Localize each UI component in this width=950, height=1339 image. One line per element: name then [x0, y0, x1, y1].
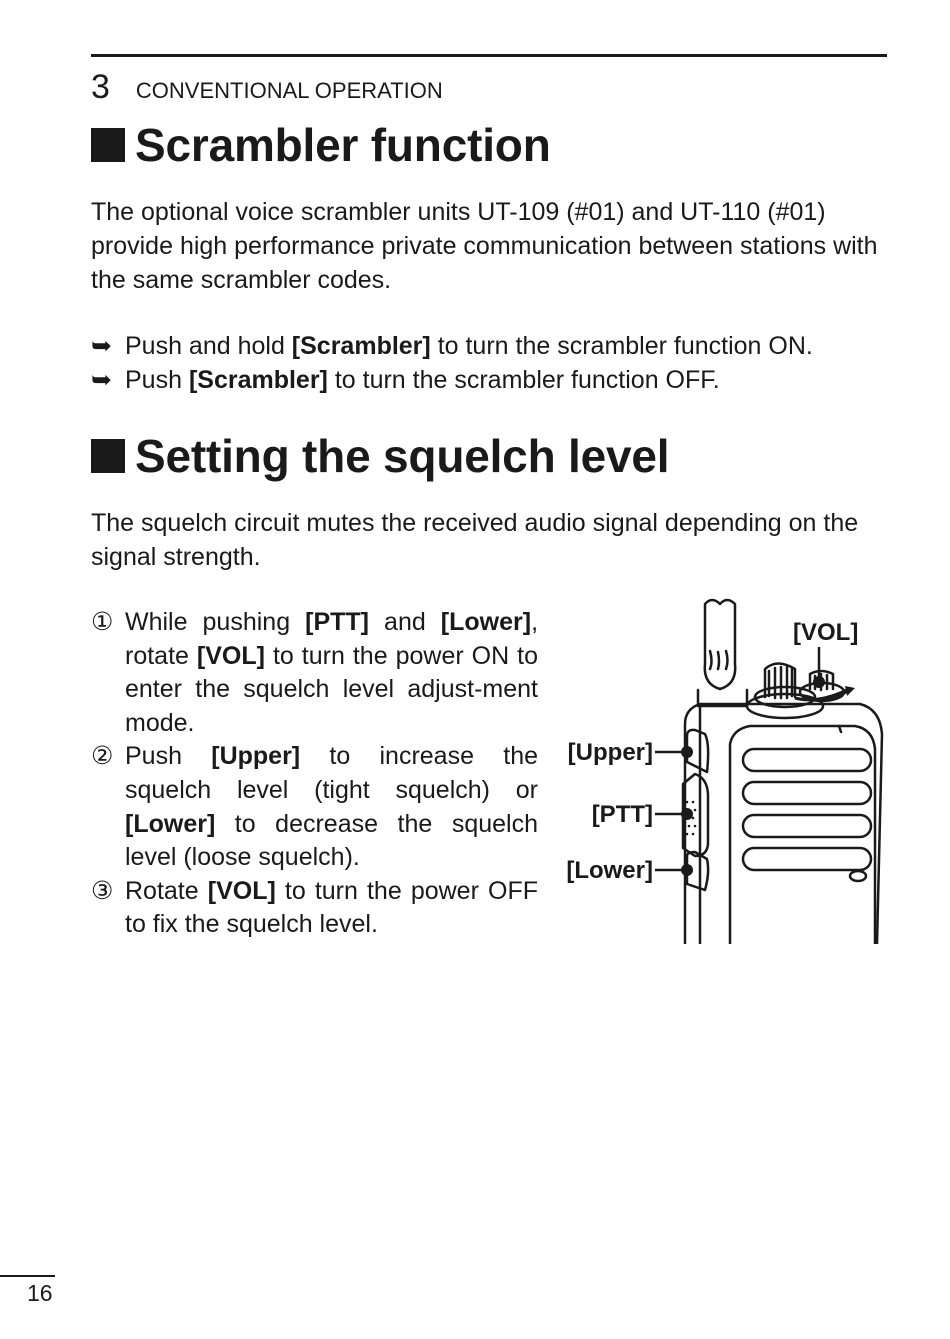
top-rule — [91, 54, 887, 57]
page-number: 16 — [27, 1280, 53, 1306]
arrow-icon: ➥ — [91, 332, 112, 360]
step-text: Rotate [VOL] to turn the power OFF to fix the squelch level. — [125, 876, 538, 939]
vol-label: [VOL] — [793, 619, 859, 646]
squelch-steps — [91, 606, 538, 942]
bullet-text: Push and hold [Scrambler] to turn the scrambler function ON. — [125, 332, 813, 360]
step-number: ② — [91, 742, 114, 771]
ptt-label: [PTT] — [591, 801, 653, 828]
arrow-icon: ➥ — [91, 366, 112, 394]
speaker-slot — [743, 815, 871, 837]
square-bullet-icon — [91, 128, 125, 162]
squelch-heading — [91, 429, 669, 483]
step-text: While pushing [PTT] and [Lower], rotate [VOL] to turn the power ON to enter the squelch level adjust-ment mode. — [125, 608, 539, 737]
bullet-text: Push [Scrambler] to turn the scrambler function OFF. — [125, 366, 720, 394]
page-number-rule — [0, 1275, 55, 1277]
squelch-title: Setting the squelch level — [135, 430, 670, 482]
upper-label: [Upper] — [567, 739, 653, 766]
scrambler-body: The optional voice scrambler units UT-109 (#01) and UT-110 (#01) provide high performance private communication between stations with the same scrambler codes. — [91, 198, 878, 294]
radio-body — [685, 704, 882, 944]
step-number: ③ — [91, 876, 114, 905]
step-3 — [91, 875, 538, 942]
radio-illustration — [555, 594, 900, 944]
step-text: Push [Upper] to increase the squelch level (tight squelch) or [Lower] to decrease the squelch level (loose squelch). — [125, 742, 539, 872]
speaker-slot — [743, 848, 871, 870]
chapter-header — [91, 68, 443, 107]
key-scrambler: [Scrambler] — [188, 366, 328, 394]
scrambler-heading — [91, 118, 551, 172]
step-1 — [91, 606, 538, 740]
lower-label: [Lower] — [566, 857, 653, 884]
radio-antenna — [705, 600, 735, 689]
chapter-title: CONVENTIONAL OPERATION — [135, 78, 443, 103]
step-2 — [91, 740, 538, 874]
squelch-body: The squelch circuit mutes the received audio signal depending on the signal strength. — [91, 509, 859, 571]
key-scrambler: [Scrambler] — [291, 332, 431, 360]
scrambler-bullet-on — [91, 329, 891, 363]
scrambler-bullet-off — [91, 363, 891, 397]
chapter-number: 3 — [91, 68, 110, 106]
scrambler-title: Scrambler function — [135, 119, 551, 171]
step-number: ① — [91, 608, 114, 636]
speaker-slot — [743, 749, 871, 771]
speaker-slot — [743, 782, 871, 804]
square-bullet-icon — [91, 439, 125, 473]
